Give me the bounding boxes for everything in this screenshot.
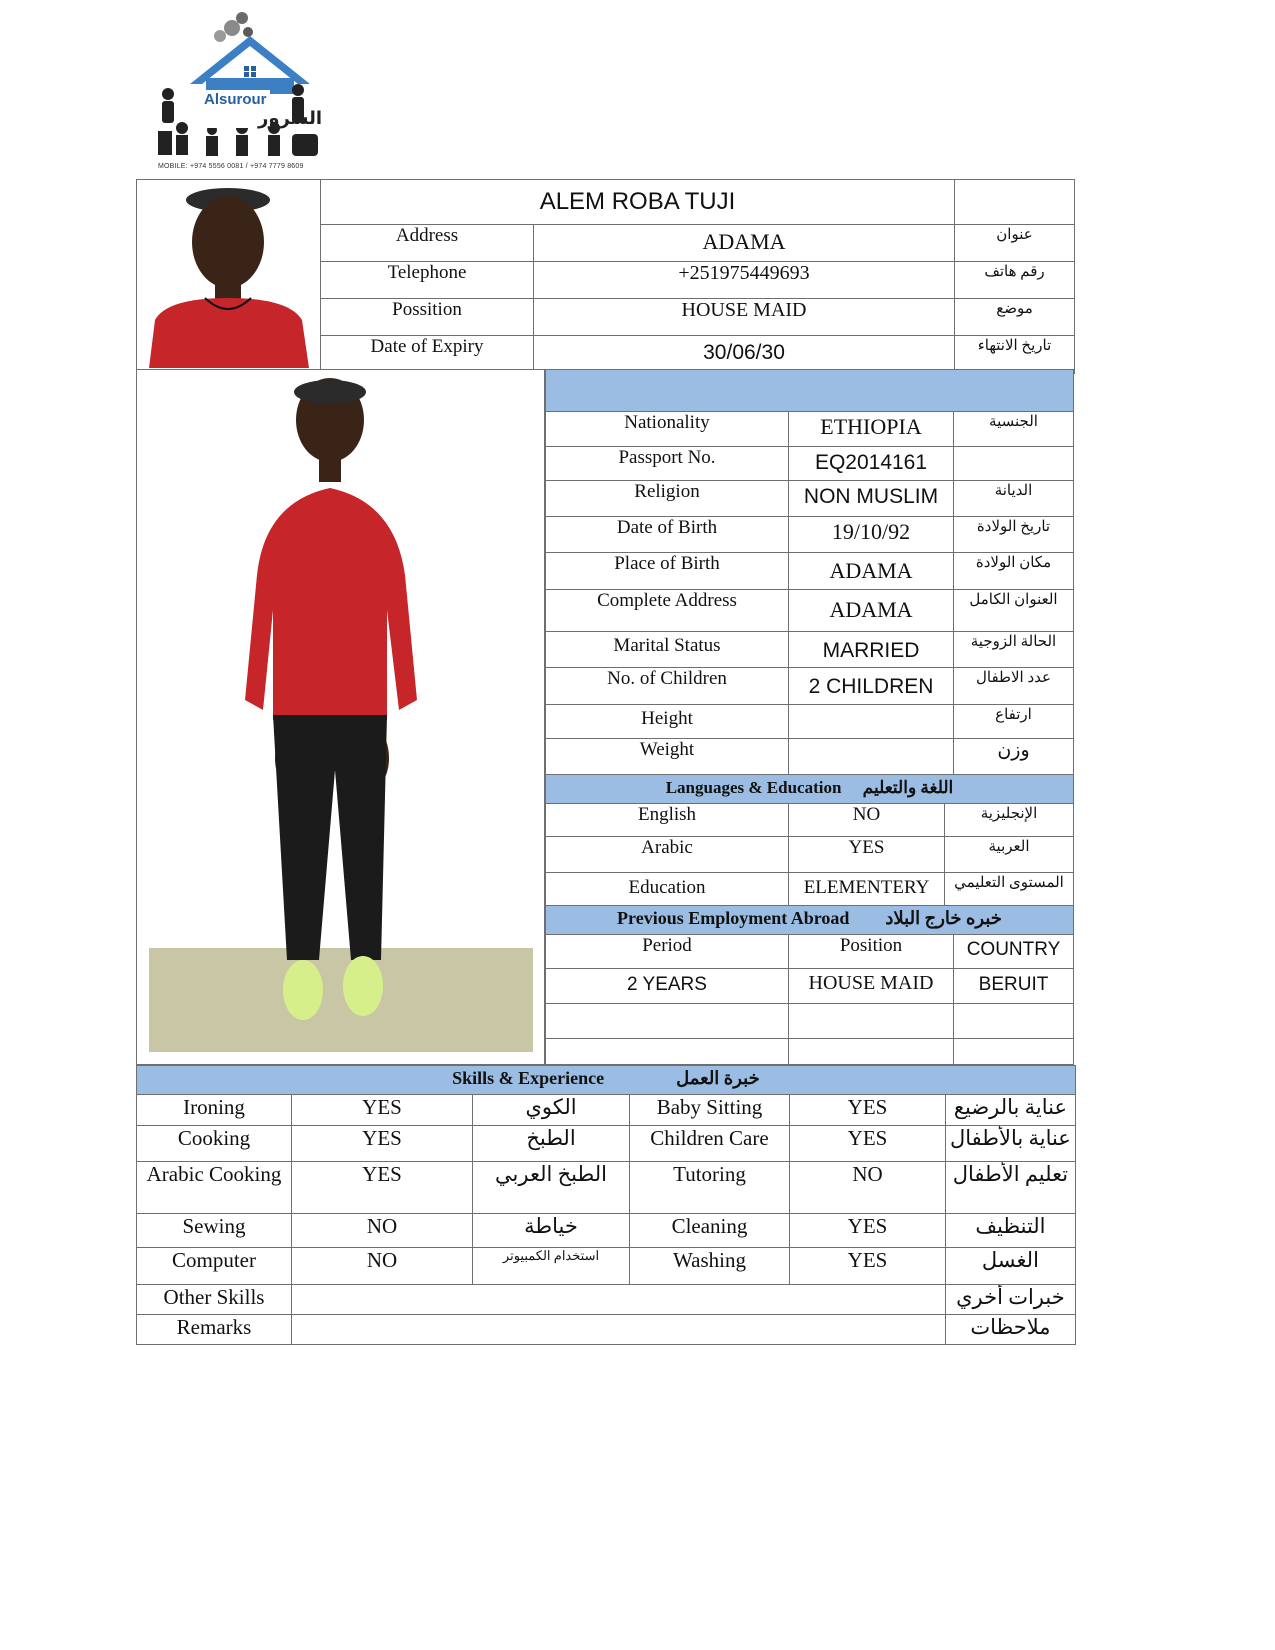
position-value: HOUSE MAID xyxy=(534,298,955,335)
passport-ar-label xyxy=(954,447,1074,481)
skill-ar-label: التنظيف xyxy=(946,1214,1076,1248)
employment-country-value: BERUIT xyxy=(954,969,1074,1004)
skill-label: Cooking xyxy=(137,1126,292,1162)
employment-empty-cell xyxy=(954,1039,1074,1065)
arabic-ar-label: العربية xyxy=(945,837,1074,873)
skill-value: NO xyxy=(292,1248,473,1285)
remarks-label: Remarks xyxy=(137,1315,292,1345)
skills-band xyxy=(137,1066,1076,1095)
skill-value: YES xyxy=(790,1126,946,1162)
skill-ar-label: عناية بالرضيع xyxy=(946,1095,1076,1126)
logo-text-ar: السرور xyxy=(258,108,322,129)
employment-period-value: 2 YEARS xyxy=(546,969,789,1004)
weight-label: Weight xyxy=(546,739,789,775)
passport-label: Passport No. xyxy=(546,447,789,481)
english-value: NO xyxy=(789,804,945,837)
skill-value: YES xyxy=(292,1095,473,1126)
skill-value: YES xyxy=(292,1162,473,1214)
other-skills-ar-label: خبرات أخري xyxy=(946,1285,1076,1315)
skill-label: Baby Sitting xyxy=(630,1095,790,1126)
languages-title-ar: اللغة والتعليم xyxy=(862,778,954,797)
skill-value: YES xyxy=(790,1095,946,1126)
nationality-ar-label: الجنسية xyxy=(954,412,1074,447)
height-ar-label: ارتفاع xyxy=(954,705,1074,739)
arabic-value: YES xyxy=(789,837,945,873)
skill-label: Sewing xyxy=(137,1214,292,1248)
address-value: ADAMA xyxy=(534,225,955,261)
details-table xyxy=(545,369,1074,1065)
expiry-ar-label: تاريخ الانتهاء xyxy=(955,335,1075,373)
skill-ar-label: خياطة xyxy=(473,1214,630,1248)
employment-empty-cell xyxy=(789,1039,954,1065)
skill-ar-label: الطبخ العربي xyxy=(473,1162,630,1214)
country-header: COUNTRY xyxy=(954,935,1074,969)
skills-title-en: Skills & Experience xyxy=(452,1068,605,1088)
employment-empty-cell xyxy=(546,1004,789,1039)
children-label: No. of Children xyxy=(546,668,789,705)
header-table xyxy=(136,179,1075,374)
religion-value: NON MUSLIM xyxy=(789,481,954,517)
candidate-name: ALEM ROBA TUJI xyxy=(321,180,955,225)
skills-table xyxy=(136,1065,1076,1345)
other-skills-value xyxy=(292,1285,946,1315)
education-value: ELEMENTERY xyxy=(789,873,945,906)
skill-label: Washing xyxy=(630,1248,790,1285)
dob-value: 19/10/92 xyxy=(789,517,954,553)
position-label: Possition xyxy=(321,298,534,335)
skill-label: Ironing xyxy=(137,1095,292,1126)
remarks-ar-label: ملاحظات xyxy=(946,1315,1076,1345)
children-ar-label: عدد الاطفال xyxy=(954,668,1074,705)
religion-ar-label: الديانة xyxy=(954,481,1074,517)
skill-value: YES xyxy=(790,1248,946,1285)
employment-empty-cell xyxy=(789,1004,954,1039)
address-label: Address xyxy=(321,225,534,261)
telephone-value: +251975449693 xyxy=(534,261,955,298)
employment-title-en: Previous Employment Abroad xyxy=(617,908,850,928)
height-label: Height xyxy=(546,705,789,739)
pob-label: Place of Birth xyxy=(546,553,789,590)
english-ar-label: الإنجليزية xyxy=(945,804,1074,837)
nationality-label: Nationality xyxy=(546,412,789,447)
skill-label: Computer xyxy=(137,1248,292,1285)
employment-empty-cell xyxy=(954,1004,1074,1039)
dob-ar-label: تاريخ الولادة xyxy=(954,517,1074,553)
height-value xyxy=(789,705,954,739)
skills-title-ar: خبرة العمل xyxy=(676,1068,760,1088)
marital-status-label: Marital Status xyxy=(546,632,789,668)
skill-value: YES xyxy=(292,1126,473,1162)
logo-mobile-line: MOBILE: +974 5556 0081 / +974 7779 8609 xyxy=(158,163,304,170)
languages-title-en: Languages & Education xyxy=(665,778,842,797)
skill-value: NO xyxy=(292,1214,473,1248)
children-value: 2 CHILDREN xyxy=(789,668,954,705)
dob-label: Date of Birth xyxy=(546,517,789,553)
skill-label: Cleaning xyxy=(630,1214,790,1248)
position-ar-label: موضع xyxy=(955,298,1075,335)
complete-address-value: ADAMA xyxy=(789,590,954,632)
employment-band xyxy=(546,906,1074,935)
passport-photo xyxy=(137,180,321,374)
skill-ar-label: عناية بالأطفال xyxy=(946,1126,1076,1162)
complete-address-label: Complete Address xyxy=(546,590,789,632)
skill-ar-label: الغسل xyxy=(946,1248,1076,1285)
skill-label: Tutoring xyxy=(630,1162,790,1214)
skill-label: Children Care xyxy=(630,1126,790,1162)
skill-ar-label: الكوي xyxy=(473,1095,630,1126)
employment-title-ar: خبره خارج البلاد xyxy=(885,908,1002,928)
telephone-ar-label: رقم هاتف xyxy=(955,261,1075,298)
telephone-label: Telephone xyxy=(321,261,534,298)
languages-band xyxy=(546,775,1074,804)
nationality-value: ETHIOPIA xyxy=(789,412,954,447)
pob-value: ADAMA xyxy=(789,553,954,590)
remarks-value xyxy=(292,1315,946,1345)
full-body-photo xyxy=(136,369,545,1065)
passport-value: EQ2014161 xyxy=(789,447,954,481)
education-ar-label: المستوى التعليمي xyxy=(945,873,1074,906)
other-skills-label: Other Skills xyxy=(137,1285,292,1315)
skill-ar-label: استخدام الكمبيوتر xyxy=(473,1248,630,1285)
marital-status-ar-label: الحالة الزوجية xyxy=(954,632,1074,668)
english-label: English xyxy=(546,804,789,837)
skill-ar-label: تعليم الأطفال xyxy=(946,1162,1076,1214)
details-header-band xyxy=(546,370,1074,412)
position-header: Position xyxy=(789,935,954,969)
marital-status-value: MARRIED xyxy=(789,632,954,668)
religion-label: Religion xyxy=(546,481,789,517)
expiry-value: 30/06/30 xyxy=(534,335,955,373)
expiry-label: Date of Expiry xyxy=(321,335,534,373)
weight-value xyxy=(789,739,954,775)
skill-value: YES xyxy=(790,1214,946,1248)
period-header: Period xyxy=(546,935,789,969)
education-label: Education xyxy=(546,873,789,906)
pob-ar-label: مكان الولادة xyxy=(954,553,1074,590)
skill-ar-label: الطبخ xyxy=(473,1126,630,1162)
address-ar-label: عنوان xyxy=(955,225,1075,261)
arabic-label: Arabic xyxy=(546,837,789,873)
company-logo xyxy=(150,6,350,178)
skill-label: Arabic Cooking xyxy=(137,1162,292,1214)
skill-value: NO xyxy=(790,1162,946,1214)
employment-position-value: HOUSE MAID xyxy=(789,969,954,1004)
weight-ar-label: وزن xyxy=(954,739,1074,775)
employment-empty-cell xyxy=(546,1039,789,1065)
logo-text-en: Alsurour xyxy=(204,91,267,108)
complete-address-ar-label: العنوان الكامل xyxy=(954,590,1074,632)
